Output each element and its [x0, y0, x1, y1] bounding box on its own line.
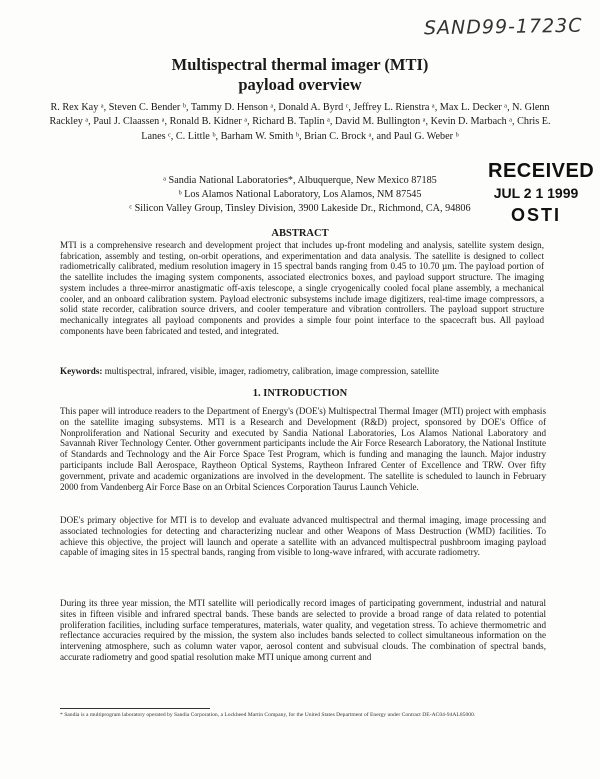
title-line-1: Multispectral thermal imager (MTI) — [171, 55, 429, 74]
affiliations — [100, 174, 500, 216]
intro-paragraph-3: During its three year mission, the MTI satellite will periodically record images of participating government, industrial and natural sites in fifteen visible and infrared spectral bands. These bands are selected to provide a broad range of data related to potential proliferation facilities, including surface temperatures, materials, water quality, and vegetation stress. To achieve thermometric and reflectance accuracies required by the mission, the system also includes bands selected to collect simultaneous information on the intervening atmosphere, such as column water vapor, aerosol content and subvisual clouds. The combination of spectral bands, accurate radiometry and good spatial resolution make MTI unique among current and — [60, 598, 546, 662]
keywords-list: multispectral, infrared, visible, imager, radiometry, calibration, image compression, satellite — [102, 366, 439, 376]
affiliation-b: ᵇ Los Alamos National Laboratory, Los Alamos, NM 87545 — [178, 189, 422, 200]
affiliation-c: ᶜ Silicon Valley Group, Tinsley Division, 3900 Lakeside Dr., Richmond, CA, 94806 — [129, 203, 471, 214]
abstract-heading: ABSTRACT — [271, 228, 329, 239]
paper-title — [0, 55, 600, 95]
handwritten-report-number: SAND99-1723C — [423, 14, 583, 40]
keywords — [60, 366, 544, 377]
stamp-date: JUL 2 1 1999 — [493, 185, 579, 201]
abstract-body: MTI is a comprehensive research and development project that includes up-front modeling and analysis, satellite system design, fabrication, assembly and testing, on-orbit operations, and experimentation and data analysis. The satellite is designed to collect radiometrically calibrated, medium resolution imagery in 15 spectral bands ranging from 0.45 to 10.70 µm. The payload portion of the satellite includes the imaging system components, associated electronics boxes, and payload support structure. The imaging system includes a three-mirror anastigmatic off-axis telescope, a single cryogenically cooled focal plane assembly, a mechanical cooler, and an onboard calibration system. Payload electronic subsystems include image digitizers, real-time image compressors, a solid state recorder, calibration source drivers, and cooler temperature and vibration controllers. The payload support structure mechanically integrates all payload components and provides a simple four point interface to the spacecraft bus. All payload components have been fabricated and tested, and integrated. — [60, 240, 544, 336]
footnote: * Sandia is a multiprogram laboratory operated by Sandia Corporation, a Lockheed Martin Company, for the United States Department of Energy under Contract DE-AC04-94AL85000. — [60, 712, 476, 718]
footnote-rule — [60, 708, 210, 709]
received-stamp — [488, 160, 595, 226]
affiliation-a: ᵃ Sandia National Laboratories*, Albuquerque, New Mexico 87185 — [163, 175, 437, 186]
stamp-received: RECEIVED — [488, 160, 595, 182]
keywords-label: Keywords: — [60, 366, 103, 376]
intro-paragraph-2: DOE's primary objective for MTI is to develop and evaluate advanced multispectral and thermal imaging, image processing and associated technologies for detecting and characterizing nuclear and other Weapons of Mass Destruction (WMD) facilities. To achieve this objective, the project will launch and operate a satellite with an advanced multispectral pushbroom imaging payload capable of imaging sites in 15 spectral bands, ranging from visible to long-wave infrared, with accurate radiometry. — [60, 515, 546, 558]
intro-paragraph-1: This paper will introduce readers to the Department of Energy's (DOE's) Multispectral Thermal Imager (MTI) project with emphasis on the satellite imaging subsystems. MTI is a Research and Development (R&D) project, sponsored by DOE's Office of Nonproliferation and National Security and executed by Sandia National Laboratories, Los Alamos National Laboratory and Savannah River Technology Center. Other government participants include the Air Force Research Laboratory, the National Institute of Standards and Technology and the Air Force Space Test Program, which is funding and managing the launch. Major industry participants include Ball Aerospace, Raytheon Optical Systems, Raytheon Infrared Center of Excellence and TRW. Over fifty government, private and academic organizations are involved in the development. The satellite is scheduled to launch in February 2000 from Vandenberg Air Force Base on an Orbital Sciences Corporation Taurus Launch Vehicle. — [60, 406, 546, 492]
title-line-2: payload overview — [238, 75, 362, 94]
author-list: R. Rex Kay ᵃ, Steven C. Bender ᵇ, Tammy D. Henson ᵃ, Donald A. Byrd ᶜ, Jeffrey L. Rienstra ᵃ, Max L. Decker ᵃ, N. Glenn Rackley ᵃ, Paul J. Claassen ᵃ, Ronald B. Kidner ᵃ, Richard B. Taplin ᵃ, David M. Bullington ᵃ, Kevin D. Marbach ᵃ, Chris E. Lanes ᶜ, C. Little ᵇ, Barham W. Smith ᵇ, Brian C. Brock ᵃ, and Paul G. Weber ᵇ — [49, 102, 551, 142]
stamp-osti: OSTI — [510, 205, 561, 225]
introduction-heading: 1. INTRODUCTION — [252, 388, 348, 399]
